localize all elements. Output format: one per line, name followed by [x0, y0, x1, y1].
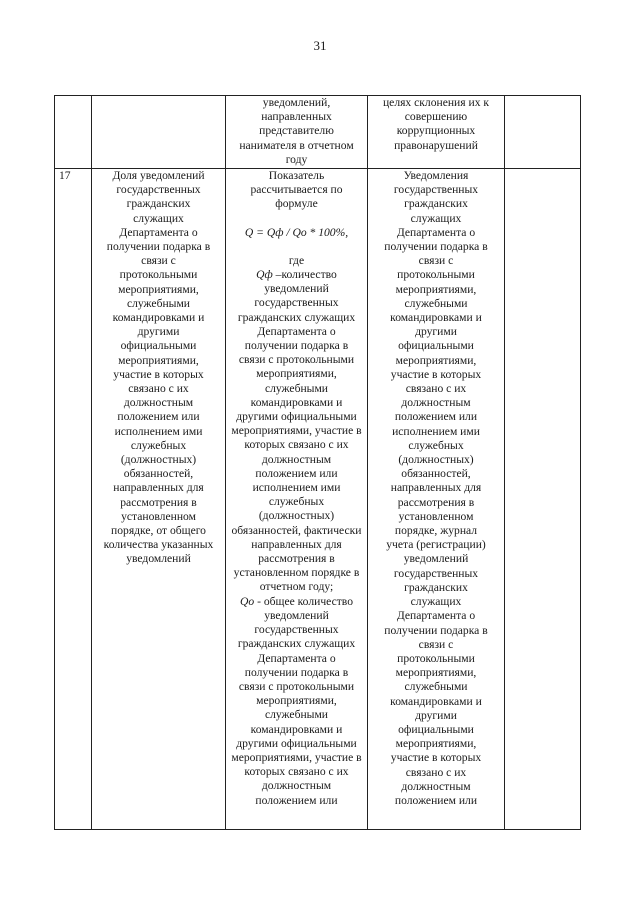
text-line: (должностных)	[258, 509, 335, 523]
text-line: рассмотрения в	[397, 495, 475, 509]
text-line: служащих	[133, 211, 184, 225]
text-line: официальными	[398, 722, 474, 736]
text-line: связано с их	[405, 765, 467, 779]
cell-indicator-name	[92, 169, 226, 830]
text-line: установленном порядке в	[233, 566, 360, 580]
text-line: мероприятиями, участие в	[231, 750, 362, 764]
text-line: представителю	[259, 124, 334, 138]
text-line: установленном	[121, 509, 196, 523]
text-line: рассмотрения в	[120, 495, 197, 509]
text-line: мероприятиями,	[395, 666, 477, 680]
text-line: уведомлений	[264, 282, 329, 296]
text-line: гражданских служащих	[237, 637, 356, 651]
text-line: мероприятиями,	[256, 694, 337, 708]
text-line: служебными	[264, 381, 328, 395]
indicator-name-text	[95, 169, 222, 567]
text-line: уведомлений	[403, 552, 469, 566]
text-line: протокольными	[397, 268, 475, 282]
cell-calculation-method	[226, 169, 368, 830]
text-line: исполнением ими	[252, 481, 341, 495]
text-line: участие в которых	[390, 367, 482, 381]
text-line: году	[285, 152, 308, 166]
text-line: обязанностей,	[401, 467, 471, 481]
text-line: связано с их	[405, 382, 467, 396]
text-line: обязанностей,	[123, 467, 194, 481]
cell-extra	[505, 96, 581, 169]
text-line: гражданских	[126, 197, 191, 211]
text-line: коррупционных	[396, 124, 476, 138]
text-line: связано с их	[128, 382, 189, 396]
text-line: государственных	[393, 566, 479, 580]
text-line: командировками и	[112, 311, 205, 325]
text-line: уведомлений	[126, 552, 191, 566]
text-line: служащих	[410, 595, 462, 609]
text-line: служебных	[268, 495, 325, 509]
text-line: официальными	[398, 339, 474, 353]
text-line: Показатель	[268, 169, 325, 182]
text-line: совершению	[404, 110, 468, 124]
text-line: официальными	[120, 339, 197, 353]
text-line: исполнением ими	[114, 424, 203, 438]
text-line: Уведомления	[403, 169, 469, 182]
text-line: направленных	[261, 110, 332, 124]
text-line: положением или	[117, 410, 200, 424]
text-line: Департамента о	[396, 609, 476, 623]
cell-extra	[505, 169, 581, 830]
text-line: мероприятиями,	[256, 367, 337, 381]
text-line: должностным	[401, 779, 471, 793]
text-line: исполнением ими	[392, 424, 480, 438]
qf-definition	[229, 282, 364, 594]
text-line: направленных для	[390, 481, 482, 495]
text-line: государственных	[393, 183, 479, 197]
table-row-continuation	[55, 96, 581, 169]
text-line: получении подарка в	[106, 240, 211, 254]
text-line: должностным	[401, 396, 471, 410]
text-line: (должностных)	[398, 453, 474, 467]
text-line: нанимателя в отчетном	[239, 138, 354, 152]
text-line: участие в которых	[113, 367, 204, 381]
text-line: мероприятиями,	[395, 282, 477, 296]
text-line: служебных	[130, 438, 187, 452]
text-line: положением или	[255, 466, 338, 480]
text-line: получении подарка в	[244, 665, 349, 679]
page-number: 31	[313, 38, 327, 53]
text-line: отчетном году;	[259, 580, 334, 594]
text-line: установленном	[398, 509, 474, 523]
text-line: командировками и	[250, 722, 343, 736]
text-line: должностным	[123, 396, 194, 410]
qo-definition-first-line	[229, 595, 364, 609]
text-line: правонарушений	[394, 138, 478, 152]
row-number: 17	[55, 169, 92, 830]
text-line: положением или	[394, 410, 478, 424]
method-intro	[229, 169, 364, 212]
method-continuation-text	[229, 96, 364, 167]
qf-first-text: –количество	[272, 268, 337, 282]
table-row-17	[55, 169, 581, 830]
text-line: гражданских	[404, 197, 468, 211]
text-line: уведомлений	[264, 608, 329, 622]
text-line: Департамента о	[257, 324, 336, 338]
text-line: которых связано с их	[244, 438, 349, 452]
text-line: порядке, журнал	[394, 524, 478, 538]
text-line: служебных	[408, 438, 464, 452]
text-line: должностным	[261, 452, 332, 466]
text-line: Департамента о	[257, 651, 336, 665]
text-line: командировками и	[250, 395, 343, 409]
text-line: связи с протокольными	[238, 679, 355, 693]
indicators-table	[54, 95, 581, 830]
text-line: служебными	[264, 708, 328, 722]
text-line: мероприятиями,	[395, 737, 477, 751]
qf-symbol: Qф	[256, 268, 273, 282]
text-line: должностным	[261, 779, 332, 793]
text-line: (должностных)	[120, 453, 197, 467]
cell-calculation-method	[226, 96, 368, 169]
text-line: служащих	[410, 211, 462, 225]
qo-first-text: - общее количество	[254, 594, 353, 608]
text-line: государственных	[116, 183, 201, 197]
qo-definition	[229, 609, 364, 808]
text-line: мероприятиями,	[118, 282, 199, 296]
text-line: участие в которых	[390, 751, 482, 765]
cell-data-source	[368, 169, 505, 830]
text-line: получении подарка в	[244, 339, 349, 353]
cell-data-source	[368, 96, 505, 169]
text-line: связи с протокольными	[238, 353, 355, 367]
text-line: другими	[137, 325, 180, 339]
text-line: мероприятиями,	[395, 353, 477, 367]
text-line: количества указанных	[103, 538, 214, 552]
data-source-text	[371, 169, 501, 808]
source-continuation-text	[371, 96, 501, 153]
text-line: командировками и	[390, 694, 482, 708]
text-line: служебными	[404, 296, 468, 310]
text-line: формуле	[275, 197, 318, 211]
text-line: Доля уведомлений	[112, 169, 205, 182]
text-line: связи с	[141, 254, 176, 268]
text-line: другими официальными	[236, 410, 357, 424]
text-line: государственных	[254, 623, 339, 637]
text-line: протокольными	[119, 268, 198, 282]
text-line: рассчитывается по	[250, 183, 343, 197]
text-line: протокольными	[397, 651, 475, 665]
text-line: мероприятиями,	[118, 353, 199, 367]
text-line: уведомлений,	[262, 96, 331, 109]
cell-indicator-name	[92, 96, 226, 169]
text-line: государственных	[254, 296, 339, 310]
text-line: которых связано с их	[244, 765, 349, 779]
text-line: связи с	[418, 637, 454, 651]
text-line: направленных для	[251, 537, 342, 551]
text-line: гражданских	[404, 580, 468, 594]
qo-symbol: Qо	[240, 594, 255, 608]
where-label: где	[288, 253, 305, 267]
text-line: обязанностей, фактически	[231, 523, 362, 537]
formula: Q = Qф / Qо * 100%,	[244, 225, 349, 239]
cell-number	[55, 96, 92, 169]
text-line: Департамента о	[396, 225, 476, 239]
text-line: целях склонения их к	[382, 96, 490, 109]
text-line: гражданских служащих	[237, 310, 356, 324]
text-line: порядке, от общего	[111, 524, 206, 538]
qf-definition-first-line	[229, 268, 364, 282]
text-line: связи с	[418, 254, 454, 268]
text-line: другими	[415, 708, 457, 722]
text-line: другими официальными	[236, 736, 357, 750]
text-line: рассмотрения в	[258, 552, 335, 566]
text-line: другими	[415, 325, 457, 339]
text-line: служебными	[126, 296, 190, 310]
text-line: мероприятиями, участие в	[231, 424, 362, 438]
text-line: командировками и	[390, 311, 482, 325]
text-line: положением или	[255, 793, 338, 807]
text-line: получении подарка в	[384, 623, 488, 637]
text-line: служебными	[404, 680, 468, 694]
text-line: положением или	[394, 793, 478, 807]
text-line: получении подарка в	[384, 240, 488, 254]
text-line: направленных для	[113, 481, 204, 495]
text-line: Департамента о	[119, 225, 198, 239]
text-line: учета (регистрации)	[386, 538, 486, 552]
